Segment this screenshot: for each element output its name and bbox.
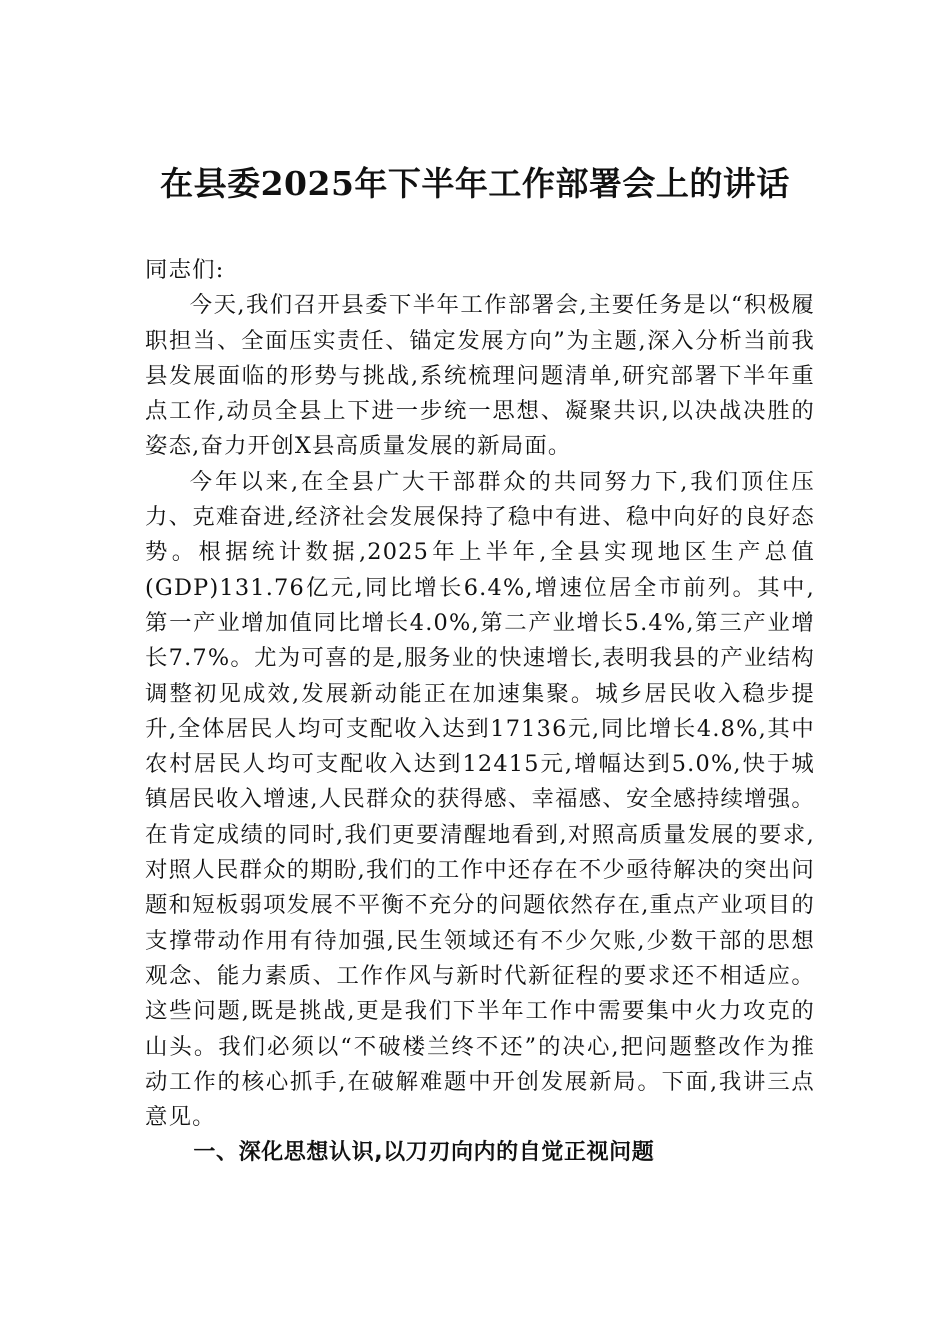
document-title: 在县委2025年下半年工作部署会上的讲话 — [160, 164, 790, 203]
document-body — [145, 253, 815, 1171]
salutation: 同志们: — [145, 257, 225, 283]
section-heading: 一、深化思想认识,以刀刃向内的自觉正视问题 — [193, 1140, 655, 1166]
paragraph-achievements: 今年以来,在全县广大干部群众的共同努力下,我们顶住压力、克难奋进,经济社会发展保持了稳中有进、稳中向好的良好态势。根据统计数据,2025年上半年,全县实现地区生产总值(GDP)131.76亿元,同比增长6.4%,增速位居全市前列。其中,第一产业增加值同比增长4.0%,第二产业增长5.4%,第三产业增长7.7%。尤为可喜的是,服务业的快速增长,表明我县的产业结构调整初见成效,发展新动能正在加速集聚。城乡居民收入稳步提升,全体居民人均可支配收入达到17136元,同比增长4.8%,其中农村居民人均可支配收入达到12415元,增幅达到5.0%,快于城镇居民收入增速,人民群众的获得感、幸福感、安全感持续增强。在肯定成绩的同时,我们更要清醒地看到,对照高质量发展的要求,对照人民群众的期盼,我们的工作中还存在不少亟待解决的突出问题和短板弱项发展不平衡不充分的问题依然存在,重点产业项目的支撑带动作用有待加强,民生领域还有不少欠账,少数干部的思想观念、能力素质、工作作风与新时代新征程的要求还不相适应。这些问题,既是挑战,更是我们下半年工作中需要集中火力攻克的山头。我们必须以“不破楼兰终不还”的决心,把问题整改作为推动工作的核心抓手,在破解难题中开创发展新局。下面,我讲三点意见。 — [145, 468, 815, 1131]
paragraph-intro: 今天,我们召开县委下半年工作部署会,主要任务是以“积极履职担当、全面压实责任、锚定发展方向”为主题,深入分析当前我县发展面临的形势与挑战,系统梳理问题清单,研究部署下半年重点工作,动员全县上下进一步统一思想、凝聚共识,以决战决胜的姿态,奋力开创X县高质量发展的新局面。 — [145, 292, 815, 460]
